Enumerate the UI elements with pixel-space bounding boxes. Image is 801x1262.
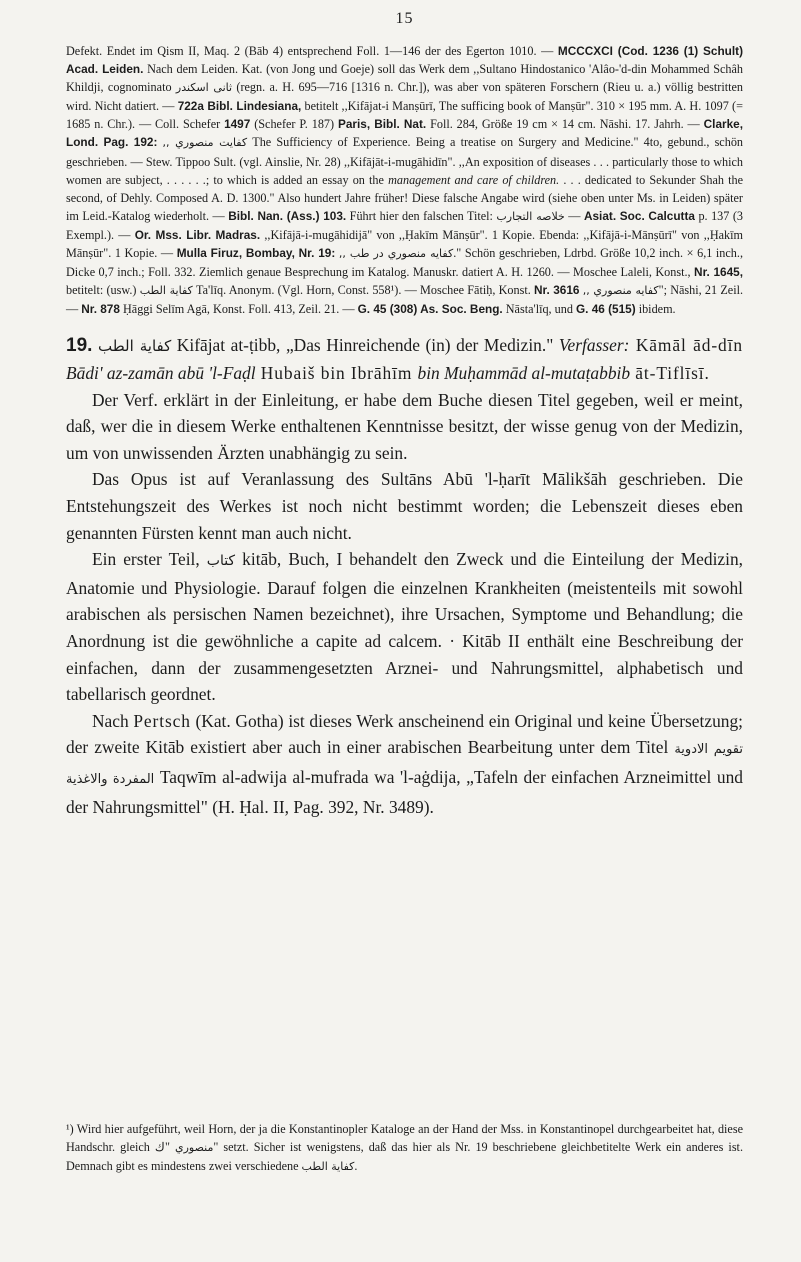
catalog-text: ,,Kifājā-i-mugāhidijā" von ,,Ḥakīm Mānṣūr". 1 Kopie. Ebenda: ,,Kifājā-i-Mānṣūrī" von ,,Ḥakīm Mānṣūr". 1 Kopie. — — [66, 227, 743, 261]
catalog-text: . . . dedicated to Sekunder Shah the second, of Dehly. Composed A. D. 1300." Also hundert Jahre früher! Diese falsche Angabe wird (siehe oben unter Ms. in Leiden) später im Leid.-Katalog wiederholt. — — [66, 172, 744, 223]
body-text: (Kat. Gotha) ist dieses Werk anscheinend ein Original und keine Übersetzung; der zweite Kitāb existiert aber auch in einer arabischen Bearbeitung unter dem Titel — [66, 710, 743, 758]
body-paragraph — [66, 708, 743, 820]
author-italic: bin Muḥammād al-mutaṭabbib — [417, 363, 631, 383]
footnote — [66, 1120, 743, 1176]
author-name: Kāmāl ād-dīn — [629, 335, 743, 356]
author-label: Verfasser: — [558, 335, 630, 356]
catalog-text: betitelt ,,Kifājat-i Manṣūrī, The sufficing book of Manṣūr". 310 × 195 mm. A. H. 1097 (= 1685 n. Chr.). — Coll. Schefer — [66, 99, 743, 132]
catalog-text: Führt hier den falschen Titel: — [346, 208, 497, 223]
catalog-text: Ta'līq. Anonym. (Vgl. Horn, Const. 558¹). — Moschee Fātiḥ, Konst. — [192, 283, 535, 298]
catalog-ref: Asiat. Soc. Calcutta — [583, 208, 695, 223]
author-name: āt-Tiflīsī. — [630, 363, 710, 383]
arabic-text: تقويم الادوية المفردة والاغذية — [66, 742, 743, 787]
catalog-text: Nach dem Leiden. Kat. (von Jong und Goeje) soll das Werk dem ,,Sultano Hindostanico 'Alâo-'d-din Mohammed Schâh Khildji, cognominato — [66, 62, 743, 95]
entry-section — [66, 332, 743, 820]
footnote-part: . — [354, 1159, 358, 1173]
catalog-ref: Mulla Firuz, Bombay, Nr. 19: — [176, 246, 336, 261]
arabic-text: ,, كفايه منصوري در طب — [338, 247, 454, 261]
body-paragraph — [66, 546, 743, 708]
page-number: 15 — [395, 10, 414, 27]
catalog-text: ." Schön geschrieben, Ldrbd. Größe 10,2 inch. × 6,1 inch., Dicke 0,7 inch.; Foll. 332. Ziemlich genaue Besprechung im Katalog. Manuskr. datiert A. H. 1260. — Moschee Laleli, Konst., — [66, 246, 743, 280]
arabic-text: ,, كفايت منصوري — [162, 136, 248, 150]
catalog-ref: Paris, Bibl. Nat. — [337, 117, 427, 132]
catalog-ref: Bibl. Nan. (Ass.) 103. — [228, 208, 347, 223]
title-german: „Das Hinreichende (in) der Medizin." — [285, 335, 554, 356]
body-text: Taqwīm al-adwija al-mufrada wa 'l-aġdija, „Tafeln der einfachen Arzneimittel und der Nahrungsmittel" (H. Ḥal. II, Pag. 392, Nr. 3489). — [66, 766, 743, 817]
author-ref: Pertsch — [133, 710, 191, 731]
catalog-text: Defekt. Endet im Qism II, Maq. 2 (Bāb 4) entsprechend Foll. 1—146 der des Egerton 1010. — — [66, 44, 554, 58]
catalog-ref: MCCCXCI (Cod. 1236 (1) Schult) Acad. Leiden. — [66, 44, 743, 77]
catalog-ref: 1497 — [224, 117, 251, 132]
body-paragraph: Das Opus ist auf Veranlassung des Sultāns Abū 'l-ḥarīt Mālikšāh geschrieben. Die Entstehungszeit des Werkes ist noch nicht bestimmt worden; die Lebenszeit dieses eben genannten Fürsten kennt man auch nicht. — [66, 469, 743, 543]
title-translit: Kifājat at-ṭibb, — [171, 335, 286, 356]
body-text: Ein erster Teil, — [92, 549, 207, 570]
catalog-text: p. 137 (3 Exempl.). — — [66, 208, 744, 242]
catalog-text: betitelt: (usw.) — [66, 283, 140, 298]
catalog-section — [66, 42, 743, 318]
catalog-text: (Schefer P. 187) — [250, 117, 338, 132]
catalog-text: — — [564, 208, 584, 223]
entry-heading — [66, 332, 743, 386]
catalog-text: Nāsta'līq, und — [502, 302, 576, 317]
arabic-title: كفاية الطب — [97, 337, 172, 356]
footnote-part: ¹) Wird hier aufgeführt, weil Horn, der ja die Konstantinopler Kataloge an der Hand der Mss. in Konstantinopel durchgearbeitet hat, diese Handschr. gleich — [66, 1122, 743, 1154]
catalog-ref: G. 45 (308) As. Soc. Beng. — [357, 302, 503, 317]
catalog-text: (regn. a. H. 695—716 [1316 n. Chr.]), was aber von späteren Forschern (Rieu u. a.) völlig bestritten wird. Nicht datiert. — — [66, 80, 744, 114]
body-text: kitāb, Buch, I behandelt den Zweck und die Einteilung der Medizin, Anatomie und Physiologie. Darauf folgen die einzelnen Krankheiten (meistenteils mit sowohl arabischen als persischen Namen bezeichnet), ihre Ursachen, Symptome und Behandlung; die Anordnung ist die gewöhnliche a capite ad calcem. · Kitāb II enthält eine Beschreibung der einfachen, dann der zusammengesetzten Arznei- und Nahrungsmittel, alphabetisch und tabellarisch geordnet. — [66, 549, 743, 705]
catalog-text: ibidem. — [635, 302, 676, 317]
catalog-text: The Sufficiency of Experience. Being a treatise on Surgery and Medicine." 4to, gebund., schön geschrieben. — Stew. Tippoo Sult. (vgl. Ainslie, Nr. 28) ,,Kifājāt-i-mugāhidīn". ,,An exposition of diseases . . . particularly those to which women are subject, . . . . . .; to which is added an essay on the — [66, 135, 744, 187]
body-text: Nach — [92, 710, 134, 731]
body-paragraph: Der Verf. erklärt in der Einleitung, er habe dem Buche diesen Titel gegeben, weil er meint, daß, wer die in diesem Werke enthaltenen Kenntnisse besitzt, der wisse genug von der Medizin, um von unwissenden Ärzten unabhängig zu sein. — [66, 389, 743, 463]
catalog-ref: 722a Bibl. Lindesiana, — [177, 99, 302, 114]
catalog-ref: Or. Mss. Libr. Madras. — [134, 227, 261, 242]
catalog-italic: management and care of children. — [388, 172, 560, 187]
arabic-text: كتاب — [206, 553, 236, 570]
catalog-text: Ḥāggi Selīm Agā, Konst. Foll. 413, Zeil. 21. — — [119, 302, 358, 317]
author-italic: Bādi' az-zamān abū 'l-Faḍl — [66, 363, 256, 383]
catalog-ref: Nr. 3616 — [534, 283, 580, 298]
author-name: Hubaiš bin Ibrāhīm — [255, 363, 418, 383]
catalog-paragraph — [66, 42, 743, 318]
entry-number: 19. — [66, 335, 93, 357]
arabic-text: كفاية الطب — [139, 284, 193, 298]
footnote-text — [66, 1120, 743, 1176]
catalog-ref: Clarke, Lond. Pag. 192: — [66, 117, 743, 150]
arabic-text: ,, كفايه منصوري — [582, 284, 659, 298]
catalog-text: "; Nāshi, 21 Zeil. — — [66, 283, 744, 317]
footnote-part: "ك" setzt. Sicher ist wenigstens, daß das hier als Nr. 19 beschriebene gleichbetitelte Werk ein anderes ist. Demnach gibt es mindestens zwei verschiedene — [66, 1140, 743, 1173]
catalog-text: Foll. 284, Größe 19 cm × 14 cm. Nāshi. 17. Jahrh. — — [426, 117, 704, 132]
arabic-text: كفاية الطب — [301, 1160, 355, 1173]
arabic-text: منصوري — [174, 1141, 214, 1154]
arabic-text: ثانی اسکندر — [175, 81, 233, 95]
catalog-ref: Nr. 1645, — [694, 265, 743, 280]
catalog-ref: G. 46 (515) — [575, 302, 636, 317]
arabic-text: خلاصه التجارب — [496, 209, 565, 223]
catalog-ref: Nr. 878 — [81, 302, 120, 317]
